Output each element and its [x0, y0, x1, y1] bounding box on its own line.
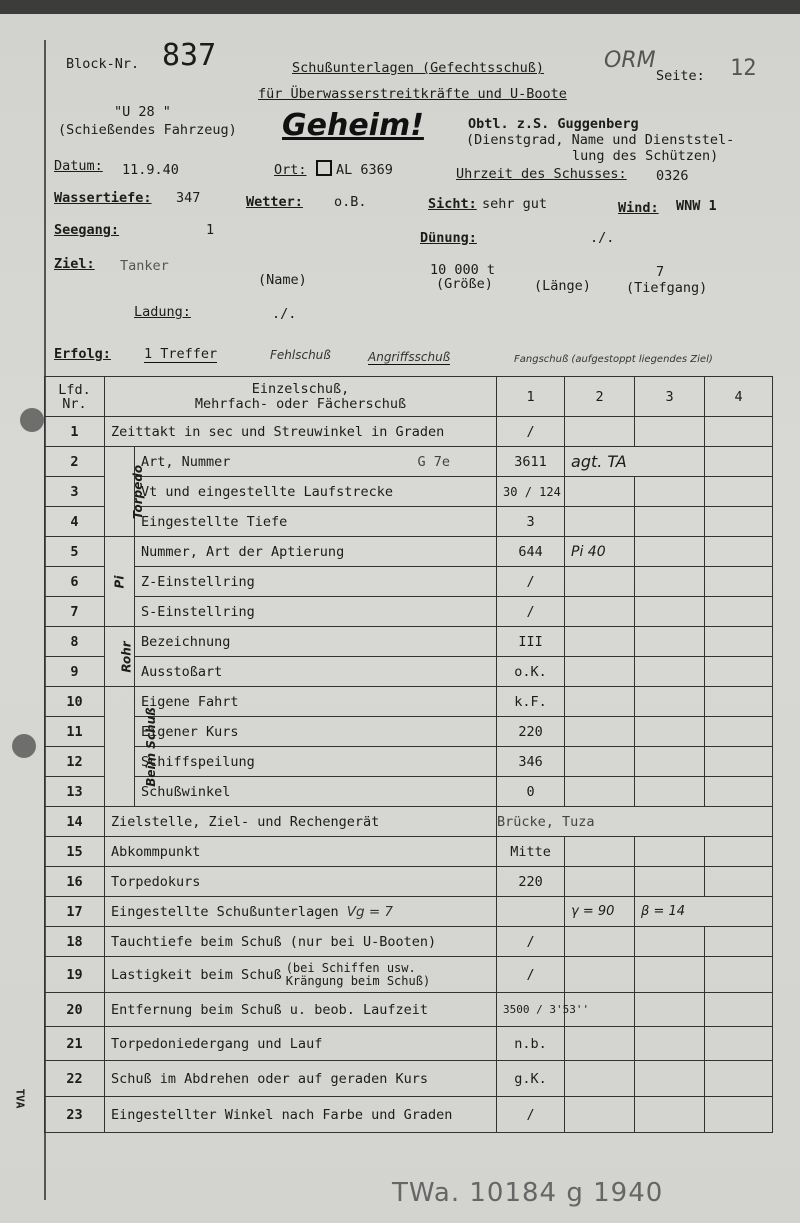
row-value-2 [565, 417, 635, 447]
seite-label: Seite: [656, 68, 705, 84]
desc-header-line1: Einzelschuß, [251, 380, 350, 397]
row-label: Eigener Kurs [135, 717, 497, 747]
form-title: Schußunterlagen (Gefechtsschuß) [292, 60, 544, 76]
row-value-3 [635, 687, 705, 717]
row-value-4 [705, 837, 773, 867]
wind-value: WNW 1 [676, 198, 717, 214]
shooter-value: Obtl. z.S. Guggenberg [468, 116, 639, 132]
row-number: 8 [45, 627, 105, 657]
row-value-2 [565, 867, 635, 897]
row-value-2 [565, 957, 635, 993]
row-value-2 [565, 747, 635, 777]
sicht-label: Sicht: [428, 196, 477, 212]
row-value-4 [705, 717, 773, 747]
row-value-4 [705, 957, 773, 993]
erfolg-value: 1 Treffer [144, 346, 218, 362]
row-value-1: 0 [497, 777, 565, 807]
row-number: 19 [45, 957, 105, 993]
row-label: Schiffspeilung [135, 747, 497, 777]
table-row [45, 477, 773, 507]
group-rohr [105, 627, 135, 687]
row-value-3 [635, 507, 705, 537]
row-number: 9 [45, 657, 105, 687]
row-label: Schußwinkel [135, 777, 497, 807]
vessel-label: (Schießendes Fahrzeug) [58, 122, 237, 138]
row-value-2 [565, 597, 635, 627]
angriffsschuss-option: Angriffsschuß [368, 350, 451, 364]
seite-number: 12 [730, 56, 757, 81]
row-value-3 [635, 747, 705, 777]
block-label: Block-Nr. [66, 56, 140, 72]
row-value-1: n.b. [497, 1027, 565, 1061]
row-value-2 [565, 627, 635, 657]
col-3-header: 3 [635, 377, 705, 417]
row-value-1: / [497, 597, 565, 627]
table-row [45, 627, 773, 657]
row-number: 4 [45, 507, 105, 537]
shot-data-table [44, 376, 773, 1133]
row-value-3 [635, 993, 705, 1027]
row-number: 15 [45, 837, 105, 867]
row-number: 1 [45, 417, 105, 447]
row-number: 21 [45, 1027, 105, 1061]
table-row [45, 807, 773, 837]
row-value-3 [635, 1097, 705, 1133]
group-pi [105, 537, 135, 627]
erfolg-label: Erfolg: [54, 346, 111, 362]
punch-hole-top [20, 408, 44, 432]
nr-header: Nr. [62, 395, 87, 412]
row-label: Lastigkeit beim Schuß [111, 966, 282, 983]
row-label: Schuß im Abdrehen oder auf geraden Kurs [105, 1061, 497, 1097]
row-value-1: 346 [497, 747, 565, 777]
row-value-4 [705, 993, 773, 1027]
row-value-2 [565, 927, 635, 957]
row-label: Eingestellte Tiefe [135, 507, 497, 537]
row-value-3 [635, 867, 705, 897]
table-row [45, 957, 773, 993]
group-torpedo [105, 447, 146, 537]
row-value-1: / [497, 1097, 565, 1133]
row-value-4 [705, 1097, 773, 1133]
table-row [45, 927, 773, 957]
row-label: Torpedoniedergang und Lauf [105, 1027, 497, 1061]
row-value-3 [635, 837, 705, 867]
row-value-2 [565, 1097, 635, 1133]
row-value-3 [635, 927, 705, 957]
row-value-3 [635, 567, 705, 597]
row-label: Eigene Fahrt [135, 687, 497, 717]
row-value-2 [565, 777, 635, 807]
group-beim-schuss [105, 687, 158, 807]
row-number: 11 [45, 717, 105, 747]
laenge-label: (Länge) [534, 278, 591, 294]
table-row [45, 567, 773, 597]
row-label-cell [105, 897, 497, 927]
ort-value: AL 6369 [336, 162, 393, 178]
row-value-3 [635, 957, 705, 993]
row-number: 3 [45, 477, 105, 507]
groesse-label: (Größe) [436, 276, 493, 292]
row-label: Tauchtiefe beim Schuß (nur bei U-Booten) [105, 927, 497, 957]
row-label: S-Einstellring [135, 597, 497, 627]
table-row [45, 837, 773, 867]
row-label-note2: Krängung beim Schuß) [285, 973, 431, 988]
row-value-1: / [497, 927, 565, 957]
row-value-1: 3611 [497, 447, 565, 477]
group-label-pi: Pi [112, 575, 127, 588]
ziel-label: Ziel: [54, 256, 95, 272]
group-label-torpedo: Torpedo [131, 464, 146, 519]
table-row [45, 897, 773, 927]
ladung-value: ./. [272, 306, 297, 322]
grid-square-icon [316, 160, 332, 176]
row-label: Eingestellter Winkel nach Farbe und Graden [105, 1097, 497, 1133]
row-value-2 [565, 1061, 635, 1097]
wetter-value: o.B. [334, 194, 367, 210]
wind-label: Wind: [618, 200, 659, 216]
row-number: 17 [45, 897, 105, 927]
table-row [45, 1097, 773, 1133]
vg-value: Vg = 7 [346, 903, 394, 920]
name-label: (Name) [258, 272, 307, 288]
fehlschuss-option: Fehlschuß [270, 348, 331, 362]
tiefgang-value: 7 [656, 264, 665, 280]
table-header-row [45, 377, 773, 417]
seegang-label: Seegang: [54, 222, 120, 238]
row-value-4 [705, 867, 773, 897]
row-number: 2 [45, 447, 105, 477]
archive-stamp: TWa. 10184 g 1940 [392, 1178, 664, 1208]
row-value-3 [635, 627, 705, 657]
row-value-4 [705, 747, 773, 777]
row-value-4 [705, 537, 773, 567]
secret-stamp: Geheim! [282, 108, 424, 143]
row-value-4 [705, 507, 773, 537]
row-value-1: / [497, 417, 565, 447]
row-number: 6 [45, 567, 105, 597]
row-value-1: o.K. [497, 657, 565, 687]
uhrzeit-label: Uhrzeit des Schusses: [456, 166, 627, 182]
row-value-4 [705, 1061, 773, 1097]
row-value-2: agt. TA [565, 447, 705, 477]
row-value-4 [705, 597, 773, 627]
row-label-note1: (bei Schiffen usw. [285, 960, 416, 975]
row-value-2 [565, 507, 635, 537]
duenung-label: Dünung: [420, 230, 477, 246]
table-row [45, 537, 773, 567]
datum-value: 11.9.40 [122, 162, 179, 178]
row-label: Vt und eingestellte Laufstrecke [135, 477, 497, 507]
row-number: 14 [45, 807, 105, 837]
row-label: Ausstoßart [135, 657, 497, 687]
row-value-4 [705, 927, 773, 957]
row-label: Zielstelle, Ziel- und Rechengerät [105, 807, 497, 837]
row-value-1: / [497, 957, 565, 993]
row-value-1: g.K. [497, 1061, 565, 1097]
duenung-value: ./. [590, 230, 615, 246]
row-value-2 [565, 837, 635, 867]
side-mark: TVA [13, 1088, 27, 1109]
table-row [45, 657, 773, 687]
row-label-cell [105, 957, 497, 993]
row-extra: Brücke, Tuza [497, 807, 773, 837]
row-value-4 [705, 477, 773, 507]
row-number: 12 [45, 747, 105, 777]
row-value-3 [635, 657, 705, 687]
table-row [45, 507, 773, 537]
table-row [45, 1061, 773, 1097]
row-value-1: III [497, 627, 565, 657]
row-value-2 [565, 657, 635, 687]
wassertiefe-value: 347 [176, 190, 201, 206]
beta-value: β = 14 [635, 897, 773, 927]
row-label: Eingestellte Schußunterlagen [111, 903, 339, 920]
row-value-2 [565, 687, 635, 717]
row-value-4 [705, 627, 773, 657]
row-value-3 [635, 717, 705, 747]
row-value-2 [565, 1027, 635, 1061]
row-value-3 [635, 597, 705, 627]
col-2-header: 2 [565, 377, 635, 417]
row-extra: G 7e [417, 453, 451, 470]
shooter-label-cont: lung des Schützen) [572, 148, 719, 164]
row-value-2 [565, 717, 635, 747]
row-label: Art, Nummer [141, 453, 231, 470]
col-4-header: 4 [705, 377, 773, 417]
row-value-3 [635, 537, 705, 567]
row-value-2: Pi 40 [565, 537, 635, 567]
row-number: 13 [45, 777, 105, 807]
row-number: 18 [45, 927, 105, 957]
row-value-1: Mitte [497, 837, 565, 867]
row-value-4 [705, 1027, 773, 1061]
row-value-1: 3500 / 3'53'' [497, 993, 565, 1027]
groesse-value: 10 000 t [430, 262, 496, 278]
row-value-2 [565, 477, 635, 507]
row-value-4 [705, 777, 773, 807]
row-label: Zeittakt in sec und Streuwinkel in Graden [105, 417, 497, 447]
page-top-edge [0, 0, 800, 14]
wassertiefe-label: Wassertiefe: [54, 190, 152, 206]
row-value-1: 220 [497, 717, 565, 747]
row-number: 7 [45, 597, 105, 627]
row-value-3 [635, 777, 705, 807]
row-label: Entfernung beim Schuß u. beob. Laufzeit [105, 993, 497, 1027]
table-row [45, 687, 773, 717]
row-value-1: 644 [497, 537, 565, 567]
row-value-4 [705, 417, 773, 447]
row-number: 10 [45, 687, 105, 717]
block-number: 837 [162, 38, 217, 73]
row-value-3 [635, 1027, 705, 1061]
shooter-label: (Dienstgrad, Name und Dienststel- [466, 132, 735, 148]
table-row [45, 597, 773, 627]
table-row [45, 867, 773, 897]
row-number: 23 [45, 1097, 105, 1133]
lfd-nr-header [45, 377, 105, 417]
group-label-beim-schuss: Beim Schuß [143, 706, 158, 787]
gamma-value: γ = 90 [565, 897, 635, 927]
punch-hole-bottom [12, 734, 36, 758]
row-value-3 [635, 1061, 705, 1097]
lfd-header: Lfd. [58, 381, 91, 398]
row-value-4 [705, 657, 773, 687]
row-number: 20 [45, 993, 105, 1027]
row-value-1: / [497, 567, 565, 597]
uhrzeit-value: 0326 [656, 168, 689, 184]
group-label-rohr: Rohr [119, 640, 134, 673]
table-row [45, 993, 773, 1027]
vessel-value: "U 28 " [114, 104, 171, 120]
row-value-1: 30 / 124 [497, 477, 565, 507]
form-subtitle: für Überwasserstreitkräfte und U-Boote [258, 86, 567, 102]
desc-header [105, 377, 497, 417]
col-1-header: 1 [497, 377, 565, 417]
row-value-1: 220 [497, 867, 565, 897]
row-value-3 [635, 417, 705, 447]
ort-label: Ort: [274, 162, 307, 178]
row-label-cell [135, 447, 497, 477]
row-value-4 [705, 447, 773, 477]
table-row [45, 447, 773, 477]
row-value-2 [565, 567, 635, 597]
row-value-1: k.F. [497, 687, 565, 717]
fangschuss-option: Fangschuß (aufgestoppt liegendes Ziel) [514, 354, 713, 365]
row-label: Torpedokurs [105, 867, 497, 897]
initials-mark: ORM [604, 48, 656, 73]
datum-label: Datum: [54, 158, 103, 174]
row-value-4 [705, 687, 773, 717]
wetter-label: Wetter: [246, 194, 303, 210]
table-row [45, 417, 773, 447]
sicht-value: sehr gut [482, 196, 548, 212]
row-label: Z-Einstellring [135, 567, 497, 597]
row-label: Nummer, Art der Aptierung [135, 537, 497, 567]
desc-header-line2: Mehrfach- oder Fächerschuß [194, 395, 407, 412]
tiefgang-label: (Tiefgang) [626, 280, 708, 296]
row-label: Bezeichnung [135, 627, 497, 657]
row-number: 5 [45, 537, 105, 567]
seegang-value: 1 [206, 222, 215, 238]
table-row [45, 1027, 773, 1061]
row-value-1: 3 [497, 507, 565, 537]
row-value-4 [705, 567, 773, 597]
row-number: 16 [45, 867, 105, 897]
ladung-label: Ladung: [134, 304, 191, 320]
ziel-value: Tanker [120, 258, 169, 274]
row-value-1 [497, 897, 565, 927]
row-value-3 [635, 477, 705, 507]
row-number: 22 [45, 1061, 105, 1097]
row-label: Abkommpunkt [105, 837, 497, 867]
